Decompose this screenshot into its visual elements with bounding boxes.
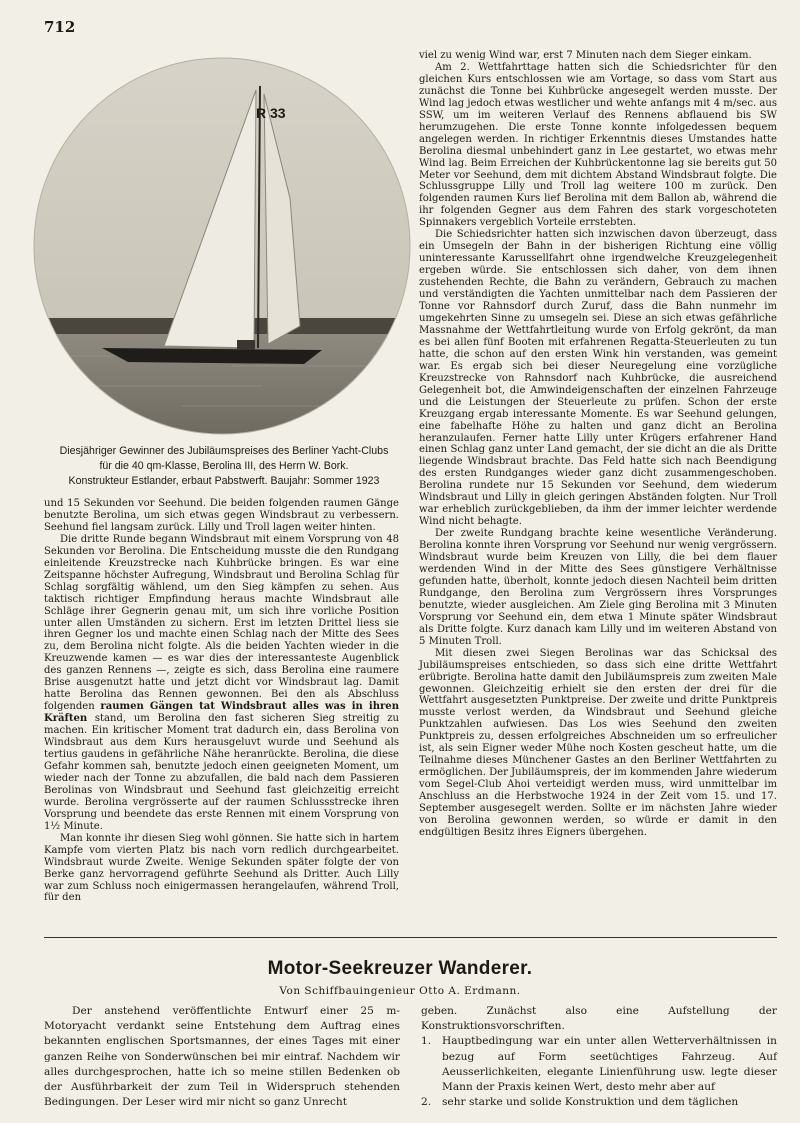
right-column	[419, 50, 777, 839]
article-right-column	[421, 1004, 777, 1110]
text-run: Die dritte Runde begann Windsbraut mit einem Vorsprung von 48 Sekunden vor Berolina. Die Entscheidung musste die den Rundgang einleitende Kreuzstrecke nach Kuhbrücke bringen. Es war eine Zeitspanne höchster Aufregung, Windsbraut und Berolina Schlag für Schlag sorgfältig wählend, um den Sieg kämpfen zu sehen. Aus taktisch richtiger Empfindung heraus machte Windsbraut alle Schläge ihrer Gegnerin genau mit, um sich ihre vorliche Position unter allen Umständen zu sichern. Erst im letzten Drittel liess sie ihren Gegner los und machte einen Schlag nach der Mitte des Sees zu, dem Berolina nicht folgte. Als die beiden Yachten wieder in die Kreuzwende kamen — es war dies der interessanteste Augenblick des ganzen Rennens —, zeigte es sich, dass Berolina eine raumere Brise ausgenutzt hatte und jetzt dicht vor Windsbraut lag. Damit hatte Berolina das Rennen gewonnen. Bei den als Abschluss folgenden	[44, 533, 399, 713]
paragraph: Die Schiedsrichter hatten sich inzwischen davon überzeugt, dass ein Umsegeln der Bahn in der bisherigen Richtung eine völlig uninteressante Karussellfahrt ohne irgendwelche Kreuzgelegenheit ergeben würde. Sie entschlossen sich daher, von dem ihnen zustehenden Rechte, die Bahn zu verändern, Gebrauch zu machen und verständigten die Yachten unmittelbar nach dem Passieren der Tonne vor Rahnsdorf durch Zuruf, dass die Bahn nunmehr im umgekehrten Sinne zu umsegeln sei. Diese an sich etwas gefährliche Massnahme der Wettfahrtleitung wurde von Erfolg gekrönt, da man es bei allen fünf Booten mit erfahrenen Regatta-Steuerleuten zu tun hatte, die schon auf den ersten Wink hin verstanden, was gemeint war. Es ergab sich bei dieser Neuregelung eine vorzügliche Kreuzstrecke von Rahnsdorf nach Kuhbrücke, die ausreichend Gelegenheit bot, die Amwindeigenschaften der einzelnen Fahrzeuge und die Leistungen der Steuerleute zu prüfen. Schon der erste Kreuzgang ergab interessante Momente. Es war Seehund gelungen, eine fabelhafte Höhe zu halten und ganz dicht an Berolina heranzulaufen. Ferner hatte Lilly unter Krügers erfahrener Hand einen Schlag ganz unter Land gemacht, der sie dicht an die als Dritte liegende Windsbraut brachte. Das Feld hatte sich nach Beendigung des ersten Rundganges wieder ganz dicht zusammengeschoben. Berolina rundete nur 15 Sekunden vor Seehund, dem wiederum Windsbraut und Lilly in gleich geringen Abständen folgten. Nur Troll war erheblich zurückgeblieben, da ihm der immer leichter werdende Wind nicht behagte.	[419, 229, 777, 528]
section-divider	[44, 937, 777, 938]
list-text: Hauptbedingung war ein unter allen Wetterverhältnissen in bezug auf Form seetüchtiges Fahrzeug. Auf Aeusserlichkeiten, elegante Linienführung usw. legte dieser Mann der Praxis keinen Wert, desto mehr aber auf	[442, 1035, 777, 1094]
list-text: sehr starke und solide Konstruktion und dem täglichen	[442, 1096, 739, 1109]
page-number: 712	[44, 18, 76, 36]
paragraph: Am 2. Wettfahrttage hatten sich die Schiedsrichter für den gleichen Kurs entschlossen wie am Vortage, so dass vom Start aus zunächst die Tonne bei Kuhbrücke angesegelt werden musste. Der Wind lag jedoch etwas westlicher und wehte anfangs mit 4 m/sec. aus SSW, um im weiteren Verlauf des Rennens abflauend bis SW herumzugehen. Die erste Tonne konnte infolgedessen bequem angelegen werden. In richtiger Erkenntnis dieses Umstandes hatte Berolina diesmal unbehindert ganz in Lee gestartet, wo etwas mehr Wind lag. Beim Erreichen der Kuhbrückentonne lag sie bereits gut 50 Meter vor Seehund, dem mit dichtem Abstand Windsbraut folgte. Die Schlussgruppe Lilly und Troll lag weitere 100 m zurück. Den folgenden raumen Kurs lief Berolina mit dem Ballon ab, während die ihr folgenden Gegner aus dem Fahren des stark vorgeschoteten Spinnakers vergeblich Vorteile errstebten.	[419, 61, 777, 229]
caption-line: Konstrukteur Estlander, erbaut Pabstwerft. Baujahr: Sommer 1923	[68, 475, 380, 487]
paragraph: Der zweite Rundgang brachte keine wesentliche Veränderung. Berolina konnte ihren Vorsprung vor Seehund nur wenig vergrössern. Windsbraut wurde beim Kreuzen von Lilly, die bei dem flauer werdenden Wind in der Mitte des Sees günstigere Verhältnisse gefunden hatte, überholt, konnte jedoch diesen Nachteil beim dritten Rundgange, den Berolina zum Vergrössern ihres Vorsprunges benutzte, wieder ausgleichen. Am Ziele ging Berolina mit 3 Minuten Vorsprung vor Seehund ein, dem etwa 1 Minute später Windsbraut als Dritte folgte. Kurz danach kam Lilly und im weiteren Abstand von 5 Minuten Troll.	[419, 528, 777, 647]
list-item	[421, 1034, 777, 1095]
list-item	[421, 1095, 777, 1110]
article-byline: Von Schiffbauingenieur Otto A. Erdmann.	[279, 985, 521, 997]
paragraph: Mit diesen zwei Siegen Berolinas war das Schicksal des Jubiläumspreises entschieden, so dass sich eine dritte Wettfahrt erübrigte. Berolina hatte damit den Jubiläumspreis zum zweiten Male gewonnen. Gleichzeitig erhielt sie den ersten der drei für die Wettfahrt ausgesetzten Punktpreise. Der zweite und dritte Punktpreis musste verlost werden, da Windsbraut und Seehund gleiche Punktzahlen aufwiesen. Das Los wies Seehund den zweiten Punktpreis zu, dessen erfolgreiches Abschneiden um so erfreulicher ist, als sein Eigner weder Mühe noch Kosten gescheut hatte, um die Teilnahme dieses Münchener Gastes an den Berliner Wettfahrten zu ermöglichen. Der Jubiläumspreis, der im kommenden Jahre wiederum vom Segel-Club Ahoi verteidigt werden muss, wird unmittelbar im Anschluss an die Herbstwoche 1924 in der Zeit vom 15. und 17. September ausgesegelt werden. Sollte er im nächsten Jahre wieder von Berolina gewonnen werden, so würde er damit in den endgültigen Besitz ihres Eigners übergehen.	[419, 647, 777, 838]
paragraph: Man konnte ihr diesen Sieg wohl gönnen. Sie hatte sich in hartem Kampfe vom vierten Platz bis nach vorn redlich durchgearbeitet. Windsbraut wurde Zweite. Wenige Sekunden später folgte der von Berke ganz hervorragend geführte Seehund als Dritter. Auch Lilly war zum Schluss noch einigermassen herangelaufen, während Troll, für den	[44, 832, 399, 904]
yacht-photo	[32, 56, 412, 436]
paragraph: und 15 Sekunden vor Seehund. Die beiden folgenden raumen Gänge benutzte Berolina, um sich etwas gegen Windsbraut zu verbessern. Seehund fiel langsam zurück. Lilly und Troll lagen weiter hinten.	[44, 498, 399, 533]
list-number: 1.	[421, 1035, 432, 1048]
bold-text: raumen Gängen tat Windsbraut alles was in ihren Kräften	[44, 701, 399, 725]
paragraph	[44, 534, 399, 833]
caption-line: für die 40 qm-Klasse, Berolina III, des Herrn W. Bork.	[99, 460, 349, 472]
sail-number: R 33	[256, 105, 286, 121]
caption-line: Diesjähriger Gewinner des Jubiläumspreises des Berliner Yacht-Clubs	[59, 445, 389, 457]
article-left-column	[44, 1004, 400, 1110]
list-number: 2.	[421, 1096, 432, 1109]
photo-caption	[44, 444, 404, 489]
requirements-list	[421, 1034, 777, 1110]
paragraph: geben. Zunächst also eine Aufstellung der Konstruktionsvorschriften.	[421, 1005, 777, 1033]
article-title: Motor-Seekreuzer Wanderer.	[267, 958, 533, 979]
text-run: stand, um Berolina den fast sicheren Sieg streitig zu machen. Ein kritischer Moment trat dadurch ein, dass Berolina von Windsbraut aus dem Kurs herausgeluvt wurde und Seehund als tertius gaudens in gefährliche Nähe heranrückte. Berolina, die diese Gefahr kommen sah, benutzte jedoch einen geeigneten Moment, um wieder nach der Tonne zu abzufallen, die bald nach dem Passieren Berolinas von Windsbraut und Seehund fast gleichzeitig erreicht wurde. Berolina vergrösserte auf der raumen Schlussstrecke ihren Vorsprung und beendete das erste Rennen mit einem Vorsprung von 1½ Minute.	[44, 713, 399, 832]
paragraph: Der anstehend veröffentlichte Entwurf einer 25 m-Motoryacht verdankt seine Entstehung dem Auftrag eines bekannten englischen Sportsmannes, der eines Tages mit einer ganzen Reihe von Sonderwünschen bei mir eintraf. Nachdem wir alles durchgesprochen, hatte ich so meine stillen Bedenken ob der Ausführbarkeit der zum Teil in Widerspruch stehenden Bedingungen. Der Leser wird mir nicht so ganz Unrecht	[44, 1005, 400, 1109]
paragraph: viel zu wenig Wind war, erst 7 Minuten nach dem Sieger einkam.	[419, 50, 752, 61]
left-column	[44, 498, 399, 904]
